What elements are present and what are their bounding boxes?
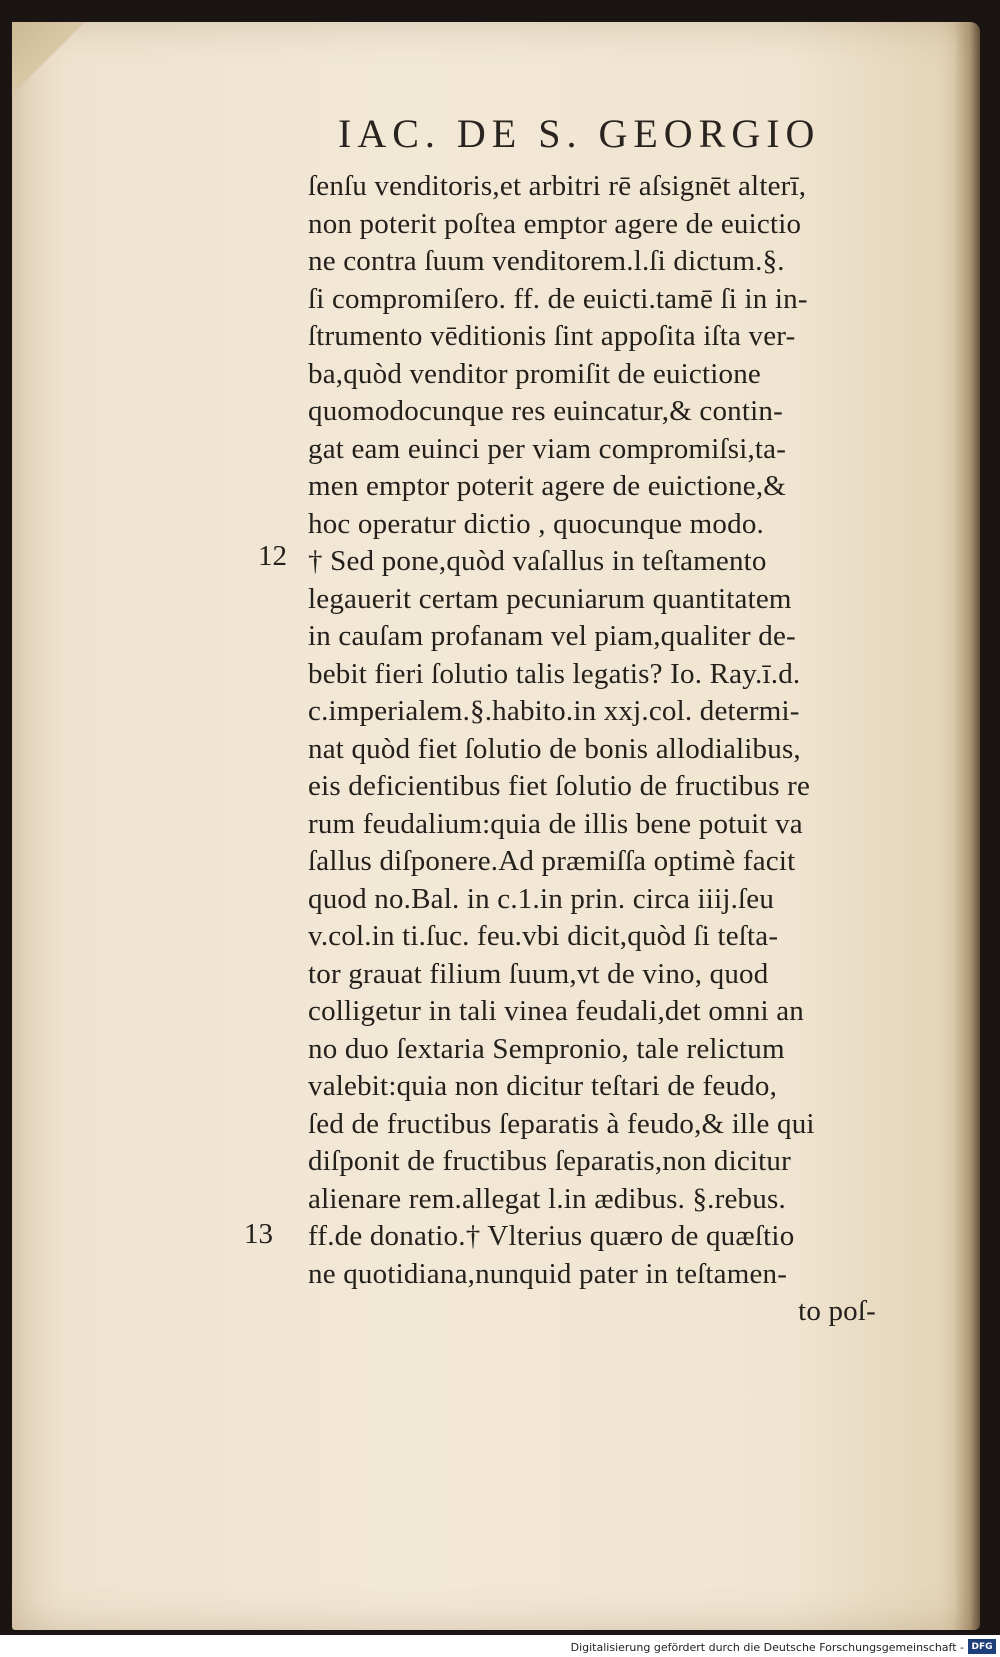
text-line: ſtrumento vēditionis ſint appoſita iſta ver- [308, 320, 796, 352]
footer-credit: Digitalisierung gefördert durch die Deutsche Forschungsgemeinschaft - [570, 1641, 964, 1654]
text-line: men emptor poterit agere de euictione,& [308, 470, 787, 502]
text-line: eis deficientibus fiet ſolutio de fructibus re [308, 770, 811, 802]
text-line: bebit fieri ſolutio talis legatis? Io. Ray.ī.d. [308, 657, 801, 690]
text-line: tor grauat filium ſuum,vt de vino, quod [308, 957, 769, 990]
text-line: in cauſam profanam vel piam,qualiter de- [308, 620, 796, 652]
margin-number-12: 12 [258, 540, 287, 572]
text-line: gat eam euinci per viam compromiſsi,ta- [308, 432, 787, 465]
text-line: quod no.Bal. in c.1.in prin. circa iiij.ſeu [308, 882, 775, 915]
text-line: alienare rem.allegat l.in ædibus. §.rebus. [308, 1182, 786, 1215]
text-line: ſallus diſponere.Ad præmiſſa optimè facit [308, 845, 796, 877]
text-line: diſponit de fructibus ſeparatis,non dicitur [308, 1145, 791, 1177]
text-line: legauerit certam pecuniarum quantitatem [308, 582, 792, 615]
text-line: ne contra ſuum venditorem.l.ſi dictum.§. [308, 245, 785, 277]
text-line: hoc operatur dictio , quocunque modo. [308, 507, 764, 540]
page-corner [12, 22, 92, 102]
text-line: colligetur in tali vinea feudali,det omni an [308, 995, 805, 1027]
text-line: quomodocunque res euincatur,& contin- [308, 395, 783, 427]
text-line: ſi compromiſero. ff. de euicti.tamē ſi in in- [308, 282, 808, 315]
text-line: v.col.in ti.ſuc. feu.vbi dicit,quòd ſi teſta- [308, 920, 779, 952]
text-line: ſenſu venditoris,et arbitri rē aſsignēt alterī, [308, 170, 807, 202]
page-edge [954, 22, 980, 1630]
dfg-logo-icon: DFG [968, 1639, 996, 1654]
text-line: rum feudalium:quia de illis bene potuit va [308, 807, 803, 840]
footer-bar [0, 1635, 1000, 1657]
text-line: c.imperialem.§.habito.in xxj.col. determi- [308, 695, 800, 727]
text-line: ne quotidiana,nunquid pater in teſtamen- [308, 1257, 788, 1290]
catchword: to poſ- [798, 1295, 876, 1327]
text-line: ff.de donatio.† Vlterius quæro de quæſtio [308, 1220, 795, 1252]
body-text [308, 168, 928, 1331]
text-line: ba,quòd venditor promiſit de euictione [308, 357, 761, 390]
text-line: non poterit poſtea emptor agere de euictio [308, 207, 802, 240]
text-line: valebit:quia non dicitur teſtari de feudo, [308, 1070, 778, 1102]
text-line: nat quòd fiet ſolutio de bonis allodialibus, [308, 732, 801, 765]
margin-number-13: 13 [244, 1218, 273, 1250]
text-line: ſed de fructibus ſeparatis à feudo,& ille qui [308, 1107, 815, 1140]
running-head: IAC. DE S. GEORGIO [338, 111, 821, 156]
text-line: † Sed pone,quòd vaſallus in teſtamento [308, 545, 767, 577]
text-line: no duo ſextaria Sempronio, tale relictum [308, 1032, 785, 1065]
